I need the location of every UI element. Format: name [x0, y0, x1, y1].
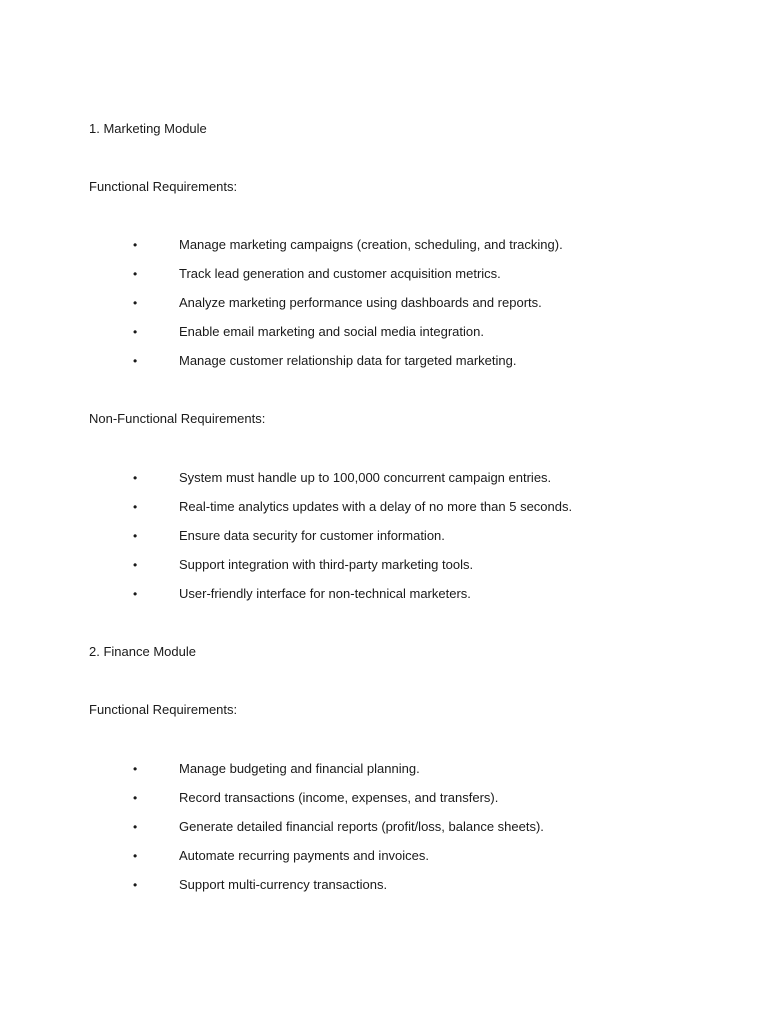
group-heading-finance-functional: Functional Requirements: — [89, 702, 238, 717]
list-item — [0, 877, 768, 893]
bullet-icon: • — [133, 325, 138, 339]
list-item — [0, 761, 768, 777]
list-item — [0, 790, 768, 806]
list-item — [0, 586, 768, 602]
section-title-finance: 2. Finance Module — [89, 644, 196, 659]
list-item-text: Enable email marketing and social media integration. — [179, 324, 484, 339]
bullet-icon: • — [133, 238, 138, 252]
list-item-text: Analyze marketing performance using dashboards and reports. — [179, 295, 542, 310]
group-heading-marketing-functional: Functional Requirements: — [89, 179, 238, 194]
list-item-text: Support integration with third-party marketing tools. — [179, 557, 474, 572]
bullet-icon: • — [133, 296, 138, 310]
bullet-icon: • — [133, 820, 138, 834]
list-item — [0, 295, 768, 311]
group-heading-marketing-nonfunctional: Non-Functional Requirements: — [89, 411, 266, 426]
list-item — [0, 499, 768, 515]
list-item-text: System must handle up to 100,000 concurrent campaign entries. — [179, 470, 552, 485]
list-item — [0, 470, 768, 486]
bullet-icon: • — [133, 558, 138, 572]
bullet-icon: • — [133, 587, 138, 601]
bullet-icon: • — [133, 267, 138, 281]
bullet-icon: • — [133, 529, 138, 543]
list-item-text: Record transactions (income, expenses, and transfers). — [179, 790, 499, 805]
list-item-text: User-friendly interface for non-technical marketers. — [179, 586, 471, 601]
bullet-icon: • — [133, 791, 138, 805]
list-item-text: Manage customer relationship data for targeted marketing. — [179, 353, 517, 368]
list-item — [0, 237, 768, 253]
list-item — [0, 557, 768, 573]
bullet-icon: • — [133, 762, 138, 776]
bullet-icon: • — [133, 471, 138, 485]
list-item-text: Track lead generation and customer acquisition metrics. — [179, 266, 501, 281]
list-item-text: Manage budgeting and financial planning. — [179, 761, 420, 776]
list-item — [0, 324, 768, 340]
list-item-text: Real-time analytics updates with a delay of no more than 5 seconds. — [179, 499, 573, 514]
list-item — [0, 819, 768, 835]
bullet-icon: • — [133, 849, 138, 863]
list-item — [0, 848, 768, 864]
bullet-icon: • — [133, 500, 138, 514]
list-item — [0, 266, 768, 282]
list-item-text: Generate detailed financial reports (profit/loss, balance sheets). — [179, 819, 544, 834]
bullet-icon: • — [133, 878, 138, 892]
bullet-icon: • — [133, 354, 138, 368]
list-item-text: Ensure data security for customer information. — [179, 528, 445, 543]
list-item — [0, 353, 768, 369]
section-title-marketing: 1. Marketing Module — [89, 121, 207, 136]
list-item-text: Support multi-currency transactions. — [179, 877, 388, 892]
list-item — [0, 528, 768, 544]
list-item-text: Automate recurring payments and invoices. — [179, 848, 430, 863]
list-item-text: Manage marketing campaigns (creation, scheduling, and tracking). — [179, 237, 563, 252]
